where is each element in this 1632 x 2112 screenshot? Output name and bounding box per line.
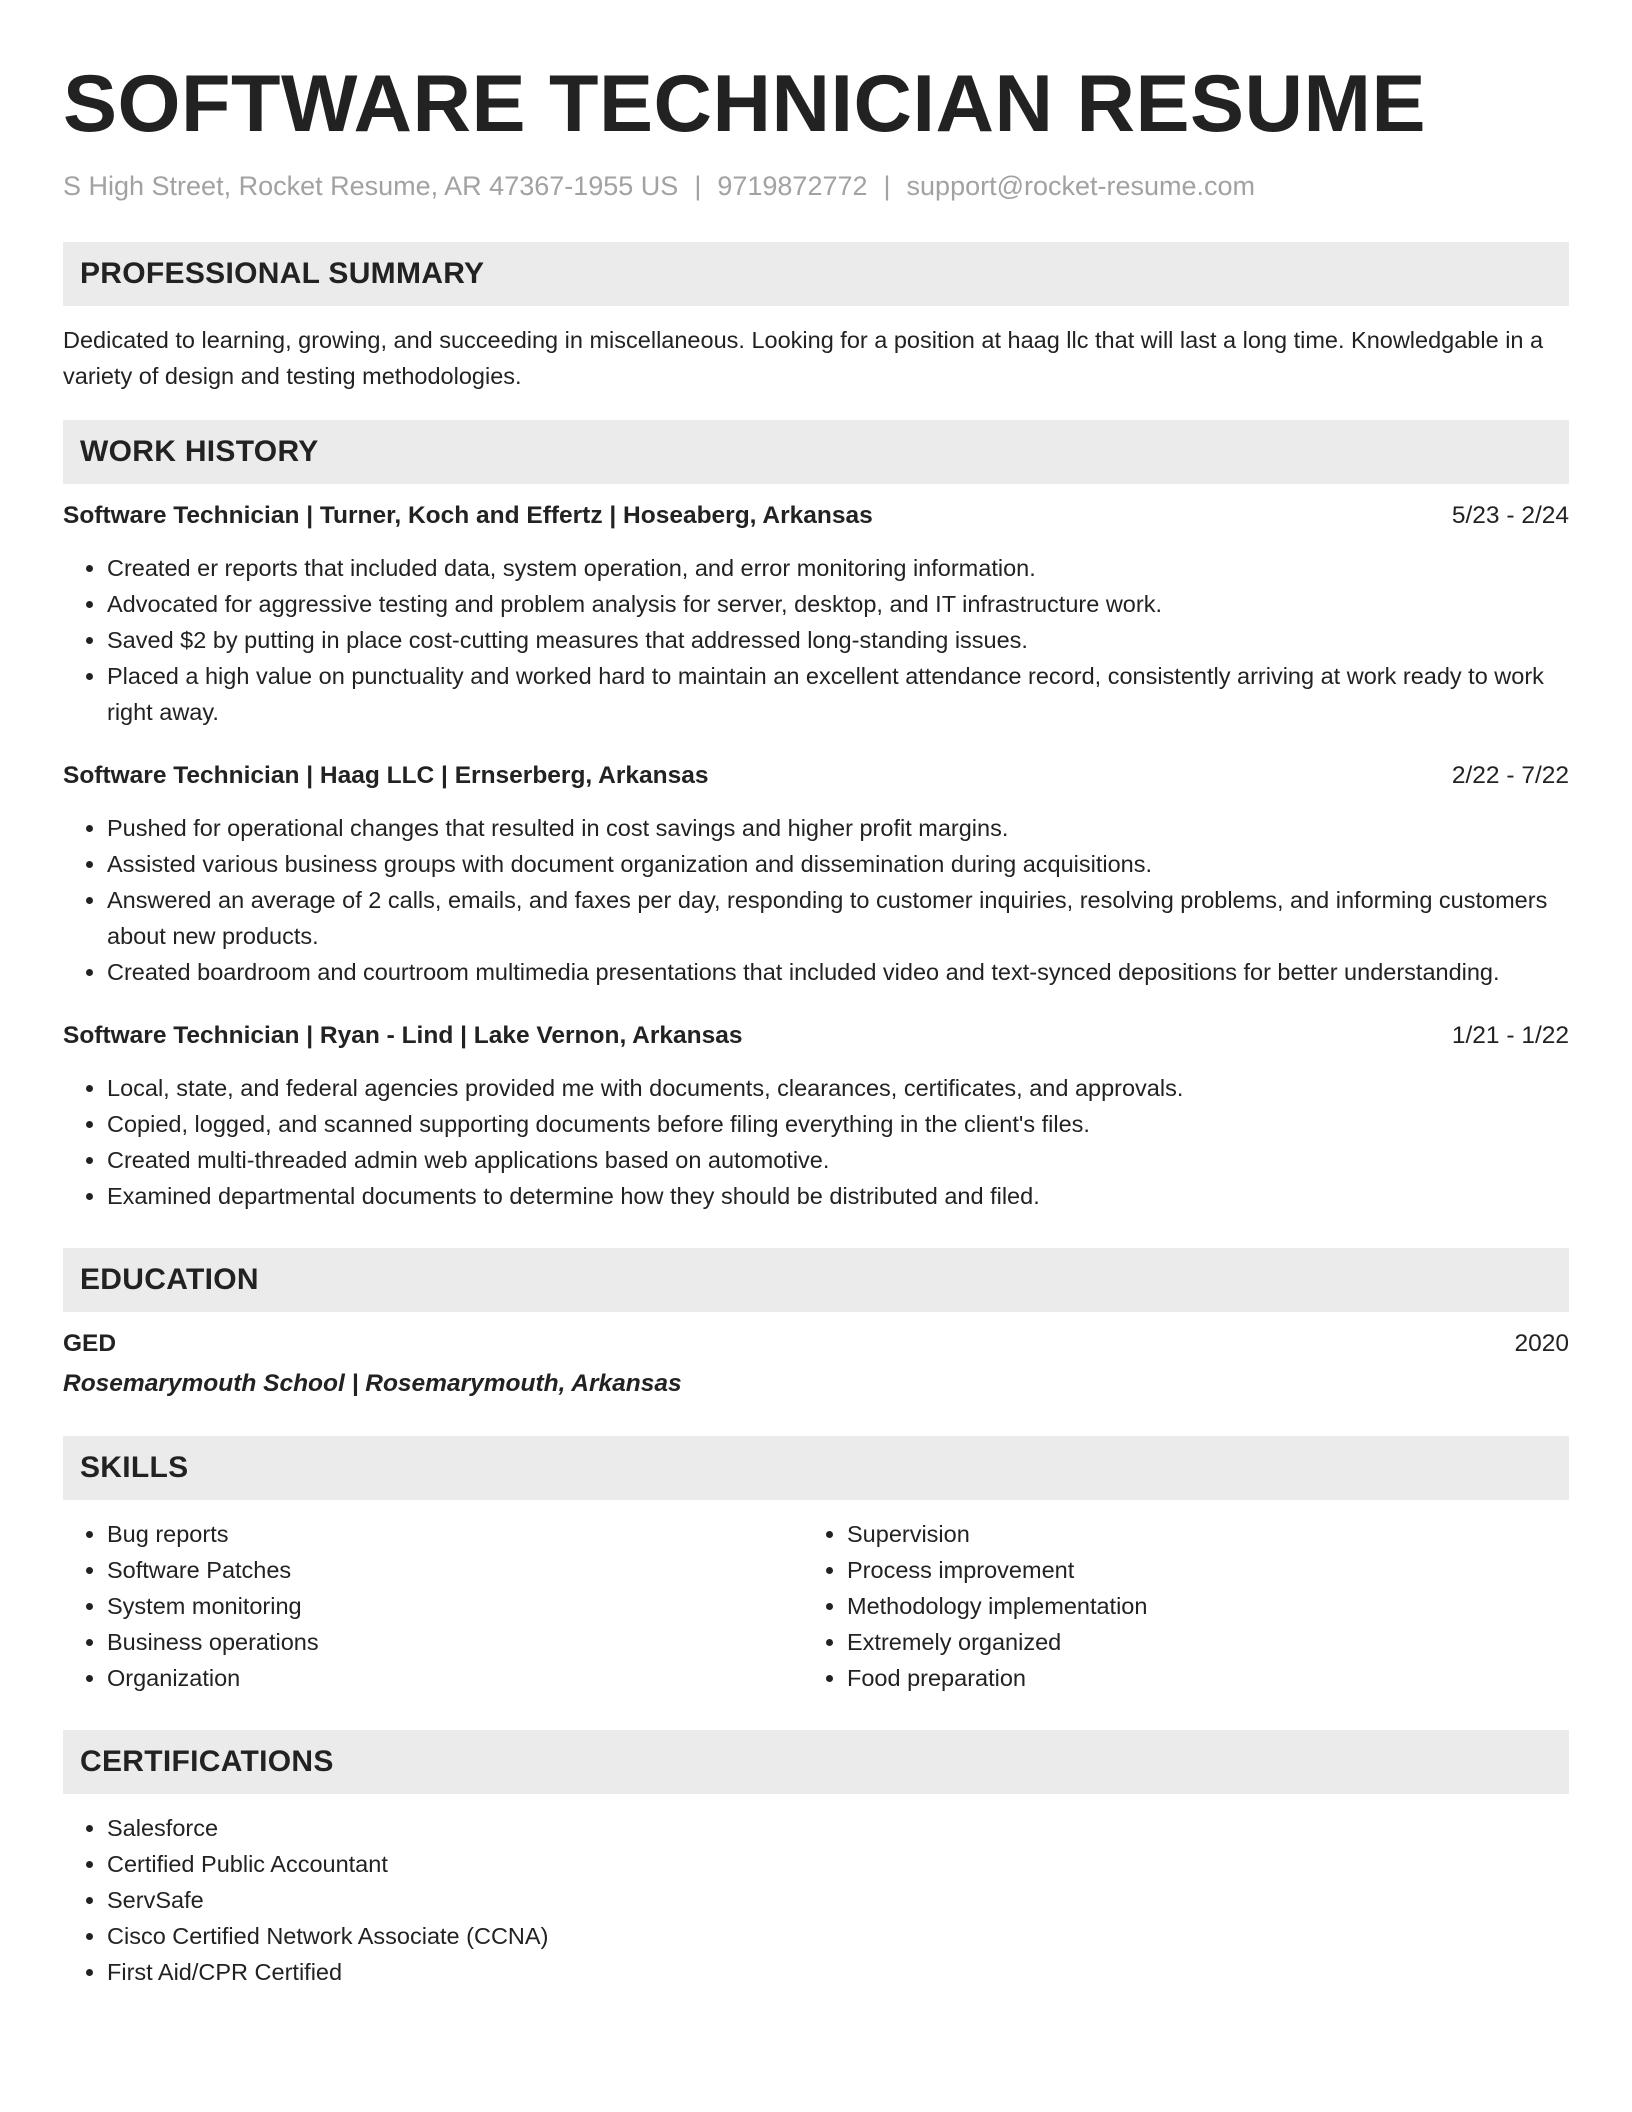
resume-title: SOFTWARE TECHNICIAN RESUME: [63, 59, 1427, 149]
work-history-section: [63, 420, 1569, 1214]
education-school: Rosemarymouth School | Rosemarymouth, Arkansas: [63, 1370, 682, 1397]
list-item: • Copied, logged, and scanned supporting documents before filing everything in the client's files.: [107, 1106, 1569, 1142]
list-item: • Created multi-threaded admin web applications based on automotive.: [107, 1142, 1569, 1178]
list-item: • Created boardroom and courtroom multimedia presentations that included video and text-synced depositions for better understanding.: [107, 954, 1569, 990]
list-item: • Local, state, and federal agencies provided me with documents, clearances, certificates, and approvals.: [107, 1070, 1569, 1106]
job-bullets: [63, 810, 1569, 990]
skills-column-right: [803, 1516, 1543, 1696]
list-item: • Bug reports: [107, 1516, 803, 1552]
list-item: • Methodology implementation: [847, 1588, 1543, 1624]
contact-address: S High Street, Rocket Resume, AR 47367-1955 US: [63, 171, 679, 201]
list-item: • Advocated for aggressive testing and problem analysis for server, desktop, and IT infrastructure work.: [107, 586, 1569, 622]
job-entry: [63, 1018, 1569, 1214]
list-item: • Cisco Certified Network Associate (CCNA): [107, 1918, 1569, 1954]
list-item: • Salesforce: [107, 1810, 1569, 1846]
contact-email: support@rocket-resume.com: [906, 171, 1256, 201]
list-item: • Saved $2 by putting in place cost-cutting measures that addressed long-standing issues.: [107, 622, 1569, 658]
job-bullets: [63, 550, 1569, 730]
skills-heading: SKILLS: [63, 1436, 1569, 1500]
work-history-heading: WORK HISTORY: [63, 420, 1569, 484]
education-year: 2020: [1514, 1330, 1569, 1357]
list-item: • Process improvement: [847, 1552, 1543, 1588]
list-item: • Supervision: [847, 1516, 1543, 1552]
list-item: • Pushed for operational changes that resulted in cost savings and higher profit margins.: [107, 810, 1569, 846]
job-entry: [63, 758, 1569, 990]
contact-phone: 9719872772: [717, 171, 868, 201]
list-item: • ServSafe: [107, 1882, 1569, 1918]
contact-separator: |: [694, 171, 702, 201]
education-section: [63, 1248, 1569, 1402]
list-item: • Food preparation: [847, 1660, 1543, 1696]
skills-section: [63, 1436, 1569, 1696]
list-item: • Examined departmental documents to determine how they should be distributed and filed.: [107, 1178, 1569, 1214]
contact-line: [63, 168, 1569, 204]
list-item: • Placed a high value on punctuality and worked hard to maintain an excellent attendance record, consistently arriving at work ready to work right away.: [107, 658, 1569, 730]
skills-list: [803, 1516, 1543, 1696]
list-item: • Certified Public Accountant: [107, 1846, 1569, 1882]
certifications-heading: CERTIFICATIONS: [63, 1730, 1569, 1794]
list-item: • First Aid/CPR Certified: [107, 1954, 1569, 1990]
list-item: • Answered an average of 2 calls, emails, and faxes per day, responding to customer inquiries, resolving problems, and informing customers about new products.: [107, 882, 1569, 954]
job-bullets: [63, 1070, 1569, 1214]
certifications-list: [63, 1810, 1569, 1990]
list-item: • Organization: [107, 1660, 803, 1696]
list-item: • Software Patches: [107, 1552, 803, 1588]
contact-separator: |: [883, 171, 891, 201]
list-item: • System monitoring: [107, 1588, 803, 1624]
list-item: • Assisted various business groups with document organization and dissemination during acquisitions.: [107, 846, 1569, 882]
education-degree: GED: [63, 1330, 117, 1357]
job-title: Software Technician | Turner, Koch and Effertz | Hoseaberg, Arkansas: [63, 502, 873, 529]
job-dates: 5/23 - 2/24: [1451, 502, 1569, 529]
job-dates: 2/22 - 7/22: [1451, 762, 1569, 789]
skills-list: [63, 1516, 803, 1696]
summary-section: [63, 242, 1569, 394]
list-item: • Created er reports that included data, system operation, and error monitoring information.: [107, 550, 1569, 586]
summary-heading: PROFESSIONAL SUMMARY: [63, 242, 1569, 306]
summary-text: Dedicated to learning, growing, and succeeding in miscellaneous. Looking for a position at haag llc that will last a long time. Knowledgable in a variety of design and testing methodologies.: [63, 327, 1544, 389]
certifications-section: [63, 1730, 1569, 1990]
skills-grid: [63, 1516, 1569, 1696]
job-title: Software Technician | Haag LLC | Ernserberg, Arkansas: [63, 762, 709, 789]
education-heading: EDUCATION: [63, 1248, 1569, 1312]
list-item: • Extremely organized: [847, 1624, 1543, 1660]
list-item: • Business operations: [107, 1624, 803, 1660]
job-dates: 1/21 - 1/22: [1451, 1022, 1569, 1049]
job-entry: [63, 498, 1569, 730]
skills-column-left: [63, 1516, 803, 1696]
job-title: Software Technician | Ryan - Lind | Lake Vernon, Arkansas: [63, 1022, 743, 1049]
